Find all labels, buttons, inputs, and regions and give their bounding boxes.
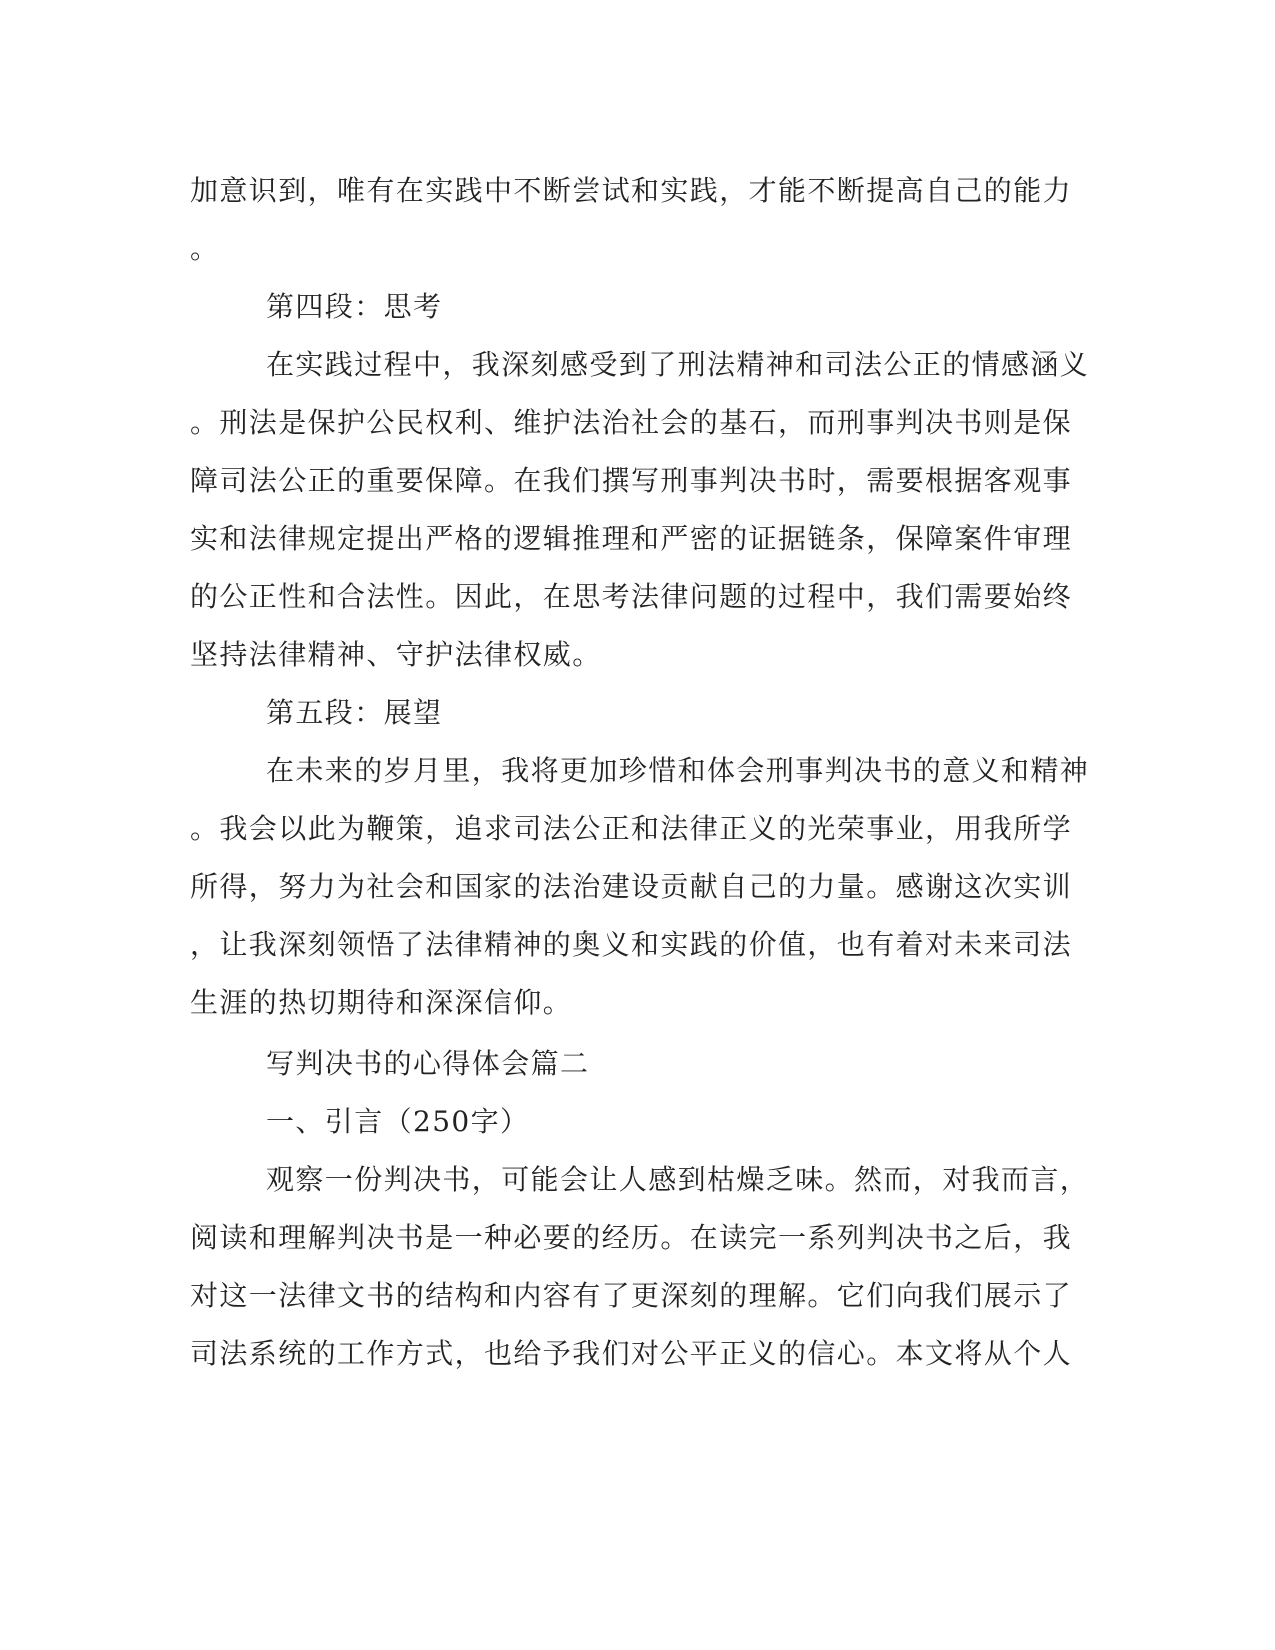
paragraph-line: 。刑法是保护公民权利、维护法治社会的基石，而刑事判决书则是保 [190, 406, 1073, 439]
paragraph-line: 生涯的热切期待和深深信仰。 [190, 986, 573, 1019]
section-heading: 第五段：展望 [266, 696, 443, 729]
paragraph-line: 阅读和理解判决书是一种必要的经历。在读完一系列判决书之后，我 [190, 1221, 1073, 1254]
paragraph-line: 。 [190, 232, 220, 265]
paragraph-line: 。我会以此为鞭策，追求司法公正和法律正义的光荣事业，用我所学 [190, 812, 1073, 845]
paragraph-line: 在实践过程中，我深刻感受到了刑法精神和司法公正的情感涵义 [266, 348, 1090, 381]
paragraph-line: 司法系统的工作方式，也给予我们对公平正义的信心。本文将从个人 [190, 1337, 1073, 1370]
paragraph-line: 障司法公正的重要保障。在我们撰写刑事判决书时，需要根据客观事 [190, 464, 1073, 497]
paragraph-line: 加意识到，唯有在实践中不断尝试和实践，才能不断提高自己的能力 [190, 174, 1073, 207]
paragraph-line: 实和法律规定提出严格的逻辑推理和严密的证据链条，保障案件审理 [190, 522, 1073, 555]
section-heading: 第四段：思考 [266, 290, 443, 323]
paragraph-line: 在未来的岁月里，我将更加珍惜和体会刑事判决书的意义和精神 [266, 754, 1090, 787]
paragraph-line: ，让我深刻领悟了法律精神的奥义和实践的价值，也有着对未来司法 [190, 928, 1073, 961]
paragraph-line: 观察一份判决书，可能会让人感到枯燥乏味。然而，对我而言， [266, 1163, 1090, 1196]
paragraph-line: 坚持法律精神、守护法律权威。 [190, 638, 602, 671]
paragraph-line: 的公正性和合法性。因此，在思考法律问题的过程中，我们需要始终 [190, 580, 1073, 613]
article-title: 写判决书的心得体会篇二 [266, 1047, 590, 1080]
section-heading: 一、引言（250字） [266, 1105, 530, 1138]
paragraph-line: 对这一法律文书的结构和内容有了更深刻的理解。它们向我们展示了 [190, 1279, 1073, 1312]
paragraph-line: 所得，努力为社会和国家的法治建设贡献自己的力量。感谢这次实训 [190, 870, 1073, 903]
